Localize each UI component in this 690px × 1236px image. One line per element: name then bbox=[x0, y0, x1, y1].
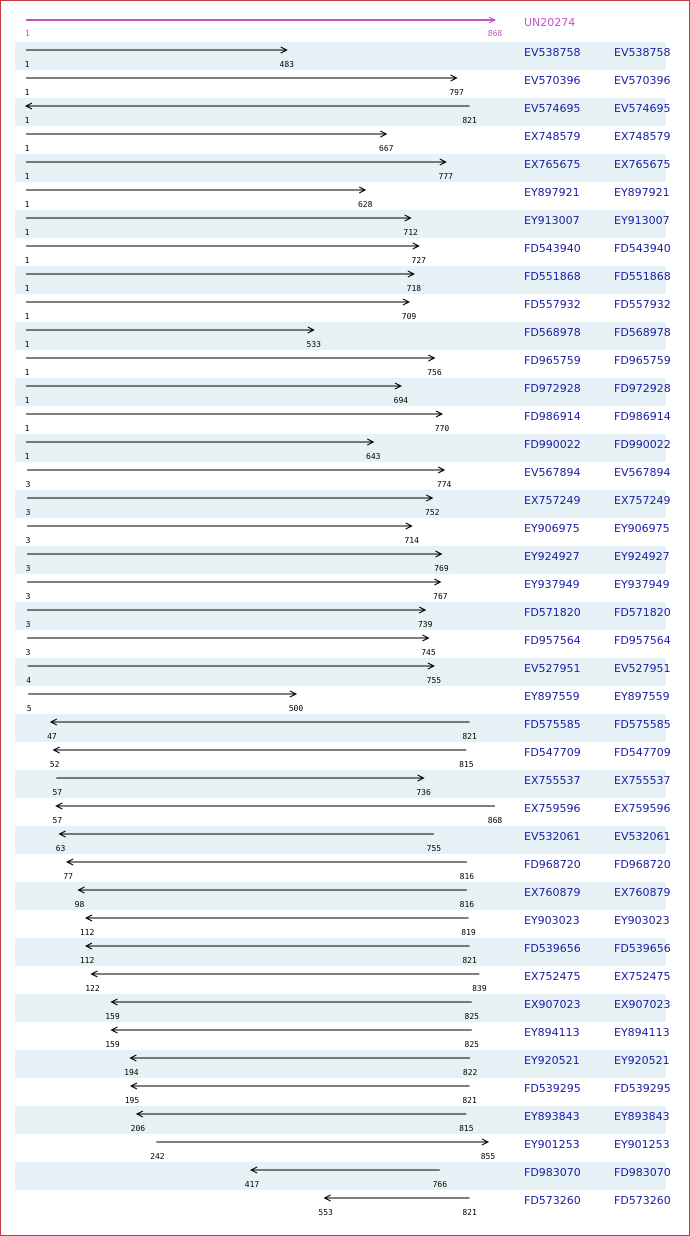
accession-link[interactable]: FD575585 bbox=[524, 718, 581, 731]
accession-link-secondary[interactable]: FD986914 bbox=[614, 410, 671, 423]
accession-link-secondary[interactable]: FD547709 bbox=[614, 746, 671, 759]
accession-link-secondary[interactable]: EV527951 bbox=[614, 662, 671, 675]
alignment-start: 1 bbox=[24, 200, 30, 209]
accession-link-secondary[interactable]: EV532061 bbox=[614, 830, 671, 843]
alignment-row bbox=[125, 1082, 671, 1105]
alignment-start: 4 bbox=[26, 676, 32, 685]
alignment-start: 1 bbox=[24, 368, 30, 377]
accession-link-secondary[interactable]: EY906975 bbox=[614, 522, 670, 535]
alignment-start: 5 bbox=[26, 704, 32, 713]
accession-link[interactable]: FD539295 bbox=[524, 1082, 581, 1095]
accession-link[interactable]: EX752475 bbox=[524, 970, 581, 983]
accession-link[interactable]: EY924927 bbox=[524, 550, 580, 563]
alignment-end: 815 bbox=[459, 760, 474, 769]
alignment-end: 839 bbox=[472, 984, 487, 993]
alignment-end: 819 bbox=[461, 928, 476, 937]
alignment-start: 112 bbox=[79, 956, 95, 965]
alignment-start: 1 bbox=[24, 396, 30, 405]
alignment-end: 777 bbox=[438, 172, 454, 181]
alignment-start: 3 bbox=[25, 592, 31, 601]
accession-link-secondary[interactable]: EX760879 bbox=[614, 886, 671, 899]
alignment-row bbox=[26, 466, 671, 489]
alignment-row bbox=[85, 970, 670, 993]
accession-link[interactable]: FD551868 bbox=[524, 270, 581, 283]
accession-link[interactable]: FD568978 bbox=[524, 326, 581, 339]
alignment-end: 821 bbox=[462, 1208, 477, 1217]
accession-link-secondary[interactable]: EY901253 bbox=[614, 1138, 670, 1151]
accession-link[interactable]: EY906975 bbox=[524, 522, 580, 535]
accession-link-secondary[interactable]: EY897921 bbox=[614, 186, 670, 199]
alignment-end: 797 bbox=[449, 88, 464, 97]
alignment-end: 739 bbox=[417, 620, 433, 629]
accession-link-secondary[interactable]: FD965759 bbox=[614, 354, 671, 367]
alignment-start: 3 bbox=[25, 508, 31, 517]
alignment-end: 767 bbox=[433, 592, 448, 601]
accession-link-secondary[interactable]: EY937949 bbox=[614, 578, 670, 591]
accession-link-secondary[interactable]: EY924927 bbox=[614, 550, 670, 563]
alignment-start: 52 bbox=[49, 760, 60, 769]
alignment-start: 3 bbox=[25, 480, 31, 489]
accession-link-secondary[interactable]: EX755537 bbox=[614, 774, 671, 787]
accession-link-secondary[interactable]: EV574695 bbox=[614, 102, 671, 115]
alignment-start: 206 bbox=[130, 1124, 146, 1133]
accession-link[interactable]: EY913007 bbox=[524, 214, 580, 227]
alignment-start: 1 bbox=[24, 424, 30, 433]
accession-link-secondary[interactable]: EX757249 bbox=[614, 494, 671, 507]
alignment-end: 643 bbox=[366, 452, 381, 461]
accession-link[interactable]: FD539656 bbox=[524, 942, 581, 955]
alignment-end: 500 bbox=[288, 704, 304, 713]
alignment-end: 770 bbox=[434, 424, 450, 433]
alignment-end: 709 bbox=[401, 312, 417, 321]
reference-start: 1 bbox=[25, 29, 30, 38]
alignment-start: 47 bbox=[47, 732, 57, 741]
alignment-start: 1 bbox=[24, 228, 30, 237]
alignment-end: 628 bbox=[357, 200, 373, 209]
alignment-row bbox=[50, 746, 671, 769]
accession-link-secondary[interactable]: EX748579 bbox=[614, 130, 671, 143]
accession-link-secondary[interactable]: EV570396 bbox=[614, 74, 671, 87]
accession-link-secondary[interactable]: EY903023 bbox=[614, 914, 670, 927]
alignment-start: 3 bbox=[25, 564, 31, 573]
alignment-end: 483 bbox=[279, 60, 294, 69]
accession-link-secondary[interactable]: FD575585 bbox=[614, 718, 671, 731]
alignment-end: 714 bbox=[404, 536, 419, 545]
alignment-row bbox=[318, 1194, 670, 1217]
accession-link-secondary[interactable]: FD543940 bbox=[614, 242, 671, 255]
accession-link[interactable]: FD986914 bbox=[524, 410, 581, 423]
accession-link-secondary[interactable]: FD571820 bbox=[614, 606, 671, 619]
accession-link[interactable]: FD972928 bbox=[524, 382, 581, 395]
alignment-end: 774 bbox=[436, 480, 452, 489]
accession-link[interactable]: FD557932 bbox=[524, 298, 581, 311]
accession-link[interactable]: EX907023 bbox=[524, 998, 581, 1011]
alignment-row bbox=[25, 354, 671, 377]
accession-link-secondary[interactable]: EY920521 bbox=[614, 1054, 670, 1067]
alignment-start: 1 bbox=[24, 340, 30, 349]
reference-track bbox=[25, 16, 575, 38]
accession-link-secondary[interactable]: FD957564 bbox=[614, 634, 671, 647]
accession-link-secondary[interactable]: FD568978 bbox=[614, 326, 671, 339]
alignment-row bbox=[25, 186, 670, 209]
alignment-row bbox=[26, 634, 671, 657]
alignment-start: 242 bbox=[150, 1152, 165, 1161]
accession-link[interactable]: EV538758 bbox=[524, 46, 581, 59]
accession-link[interactable]: FD983070 bbox=[524, 1166, 581, 1179]
alignment-end: 766 bbox=[432, 1180, 448, 1189]
alignment-end: 822 bbox=[462, 1068, 478, 1077]
alignment-end: 752 bbox=[425, 508, 440, 517]
accession-link-secondary[interactable]: FD990022 bbox=[614, 438, 671, 451]
accession-link[interactable]: EX759596 bbox=[524, 802, 581, 815]
alignment-start: 417 bbox=[244, 1180, 260, 1189]
alignment-end: 821 bbox=[462, 956, 477, 965]
alignment-start: 1 bbox=[24, 144, 30, 153]
accession-link[interactable]: FD990022 bbox=[524, 438, 581, 451]
alignment-start: 57 bbox=[52, 788, 63, 797]
alignment-row bbox=[80, 914, 670, 937]
accession-link[interactable]: EX760879 bbox=[524, 886, 581, 899]
alignment-end: 821 bbox=[462, 116, 477, 125]
alignment-start: 63 bbox=[55, 844, 66, 853]
alignment-start: 3 bbox=[25, 648, 31, 657]
accession-link-secondary[interactable]: FD557932 bbox=[614, 298, 671, 311]
accession-link-secondary[interactable]: EV567894 bbox=[614, 466, 671, 479]
alignment-end: 745 bbox=[421, 648, 436, 657]
alignment-end: 718 bbox=[406, 284, 422, 293]
accession-link-secondary[interactable]: EV538758 bbox=[614, 46, 671, 59]
accession-link[interactable]: FD965759 bbox=[524, 354, 581, 367]
accession-link[interactable]: EX755537 bbox=[524, 774, 581, 787]
alignment-start: 57 bbox=[52, 816, 63, 825]
accession-link[interactable]: FD957564 bbox=[524, 634, 581, 647]
reference-id-link[interactable]: UN20274 bbox=[524, 16, 576, 29]
accession-link[interactable]: EX765675 bbox=[524, 158, 581, 171]
accession-link-secondary[interactable]: FD968720 bbox=[614, 858, 671, 871]
alignment-end: 825 bbox=[464, 1040, 479, 1049]
accession-link[interactable]: EY894113 bbox=[524, 1026, 580, 1039]
accession-link-secondary[interactable]: FD539295 bbox=[614, 1082, 671, 1095]
accession-link[interactable]: EV574695 bbox=[524, 102, 581, 115]
alignment-row bbox=[25, 130, 671, 153]
accession-link-secondary[interactable]: EY897559 bbox=[614, 690, 670, 703]
alignment-start: 1 bbox=[24, 88, 30, 97]
accession-link[interactable]: EV532061 bbox=[524, 830, 581, 843]
alignment-end: 868 bbox=[487, 816, 503, 825]
alignment-end: 694 bbox=[393, 396, 409, 405]
alignment-end: 825 bbox=[464, 1012, 479, 1021]
alignment-start: 159 bbox=[105, 1040, 120, 1049]
accession-link[interactable]: EX757249 bbox=[524, 494, 581, 507]
alignment-row bbox=[25, 298, 671, 321]
alignment-row bbox=[27, 690, 670, 713]
alignment-end: 816 bbox=[459, 872, 475, 881]
accession-link[interactable]: EY901253 bbox=[524, 1138, 580, 1151]
alignment-end: 815 bbox=[459, 1124, 474, 1133]
accession-link-secondary[interactable]: EY894113 bbox=[614, 1026, 670, 1039]
accession-link-secondary[interactable]: EX759596 bbox=[614, 802, 671, 815]
alignment-end: 736 bbox=[416, 788, 431, 797]
accession-link[interactable]: EV567894 bbox=[524, 466, 581, 479]
accession-link-secondary[interactable]: FD983070 bbox=[614, 1166, 671, 1179]
alignment-start: 1 bbox=[24, 116, 30, 125]
alignment-end: 712 bbox=[403, 228, 418, 237]
accession-link[interactable]: EY920521 bbox=[524, 1054, 580, 1067]
alignment-start: 3 bbox=[25, 620, 31, 629]
alignment-end: 755 bbox=[426, 676, 442, 685]
alignment-start: 98 bbox=[74, 900, 85, 909]
accession-link-secondary[interactable]: EY913007 bbox=[614, 214, 670, 227]
alignment-end: 821 bbox=[462, 732, 477, 741]
alignment-start: 1 bbox=[24, 60, 30, 69]
accession-link-secondary[interactable]: EX752475 bbox=[614, 970, 671, 983]
accession-link[interactable]: FD571820 bbox=[524, 606, 581, 619]
accession-link[interactable]: EV570396 bbox=[524, 74, 581, 87]
alignment-row bbox=[25, 242, 671, 265]
accession-link[interactable]: FD547709 bbox=[524, 746, 581, 759]
alignment-row bbox=[25, 74, 671, 97]
alignment-end: 667 bbox=[379, 144, 394, 153]
alignment-row bbox=[26, 522, 670, 545]
alignment-end: 816 bbox=[459, 900, 475, 909]
alignment-row bbox=[52, 802, 670, 825]
accession-link-secondary[interactable]: EX765675 bbox=[614, 158, 671, 171]
alignment-start: 1 bbox=[24, 452, 30, 461]
accession-link-secondary[interactable]: FD573260 bbox=[614, 1194, 671, 1207]
alignment-row bbox=[105, 1026, 669, 1049]
alignment-row bbox=[150, 1138, 670, 1161]
alignment-start: 122 bbox=[85, 984, 100, 993]
alignment-row bbox=[63, 858, 671, 881]
accession-link[interactable]: FD968720 bbox=[524, 858, 581, 871]
accession-link[interactable]: EV527951 bbox=[524, 662, 581, 675]
alignment-start: 159 bbox=[105, 1012, 120, 1021]
alignment-row bbox=[25, 410, 671, 433]
alignment-end: 727 bbox=[411, 256, 426, 265]
accession-link[interactable]: EY903023 bbox=[524, 914, 580, 927]
accession-link-secondary[interactable]: EY893843 bbox=[614, 1110, 670, 1123]
alignment-start: 112 bbox=[79, 928, 95, 937]
alignment-start: 194 bbox=[124, 1068, 139, 1077]
alignment-start: 77 bbox=[63, 872, 73, 881]
accession-link-secondary[interactable]: FD972928 bbox=[614, 382, 671, 395]
alignment-start: 1 bbox=[24, 312, 30, 321]
alignment-start: 1 bbox=[24, 256, 30, 265]
alignment-end: 855 bbox=[480, 1152, 496, 1161]
alignment-start: 1 bbox=[24, 284, 30, 293]
alignment-end: 756 bbox=[427, 368, 442, 377]
accession-link-secondary[interactable]: EX907023 bbox=[614, 998, 671, 1011]
accession-link-secondary[interactable]: FD539656 bbox=[614, 942, 671, 955]
accession-link[interactable]: EY893843 bbox=[524, 1110, 580, 1123]
accession-link[interactable]: EY897559 bbox=[524, 690, 580, 703]
accession-link[interactable]: EY937949 bbox=[524, 578, 580, 591]
accession-link[interactable]: FD543940 bbox=[524, 242, 581, 255]
accession-link-secondary[interactable]: FD551868 bbox=[614, 270, 671, 283]
accession-link[interactable]: EY897921 bbox=[524, 186, 580, 199]
alignment-start: 553 bbox=[318, 1208, 333, 1217]
alignment-end: 821 bbox=[462, 1096, 477, 1105]
alignment-end: 769 bbox=[434, 564, 449, 573]
alignment-start: 1 bbox=[24, 172, 30, 181]
alignment-end: 755 bbox=[426, 844, 442, 853]
accession-link[interactable]: FD573260 bbox=[524, 1194, 581, 1207]
alignment-row bbox=[26, 578, 670, 601]
reference-end: 868 bbox=[487, 29, 503, 38]
alignment-end: 533 bbox=[306, 340, 322, 349]
alignment-start: 3 bbox=[25, 536, 31, 545]
accession-link[interactable]: EX748579 bbox=[524, 130, 581, 143]
alignment-start: 195 bbox=[124, 1096, 140, 1105]
